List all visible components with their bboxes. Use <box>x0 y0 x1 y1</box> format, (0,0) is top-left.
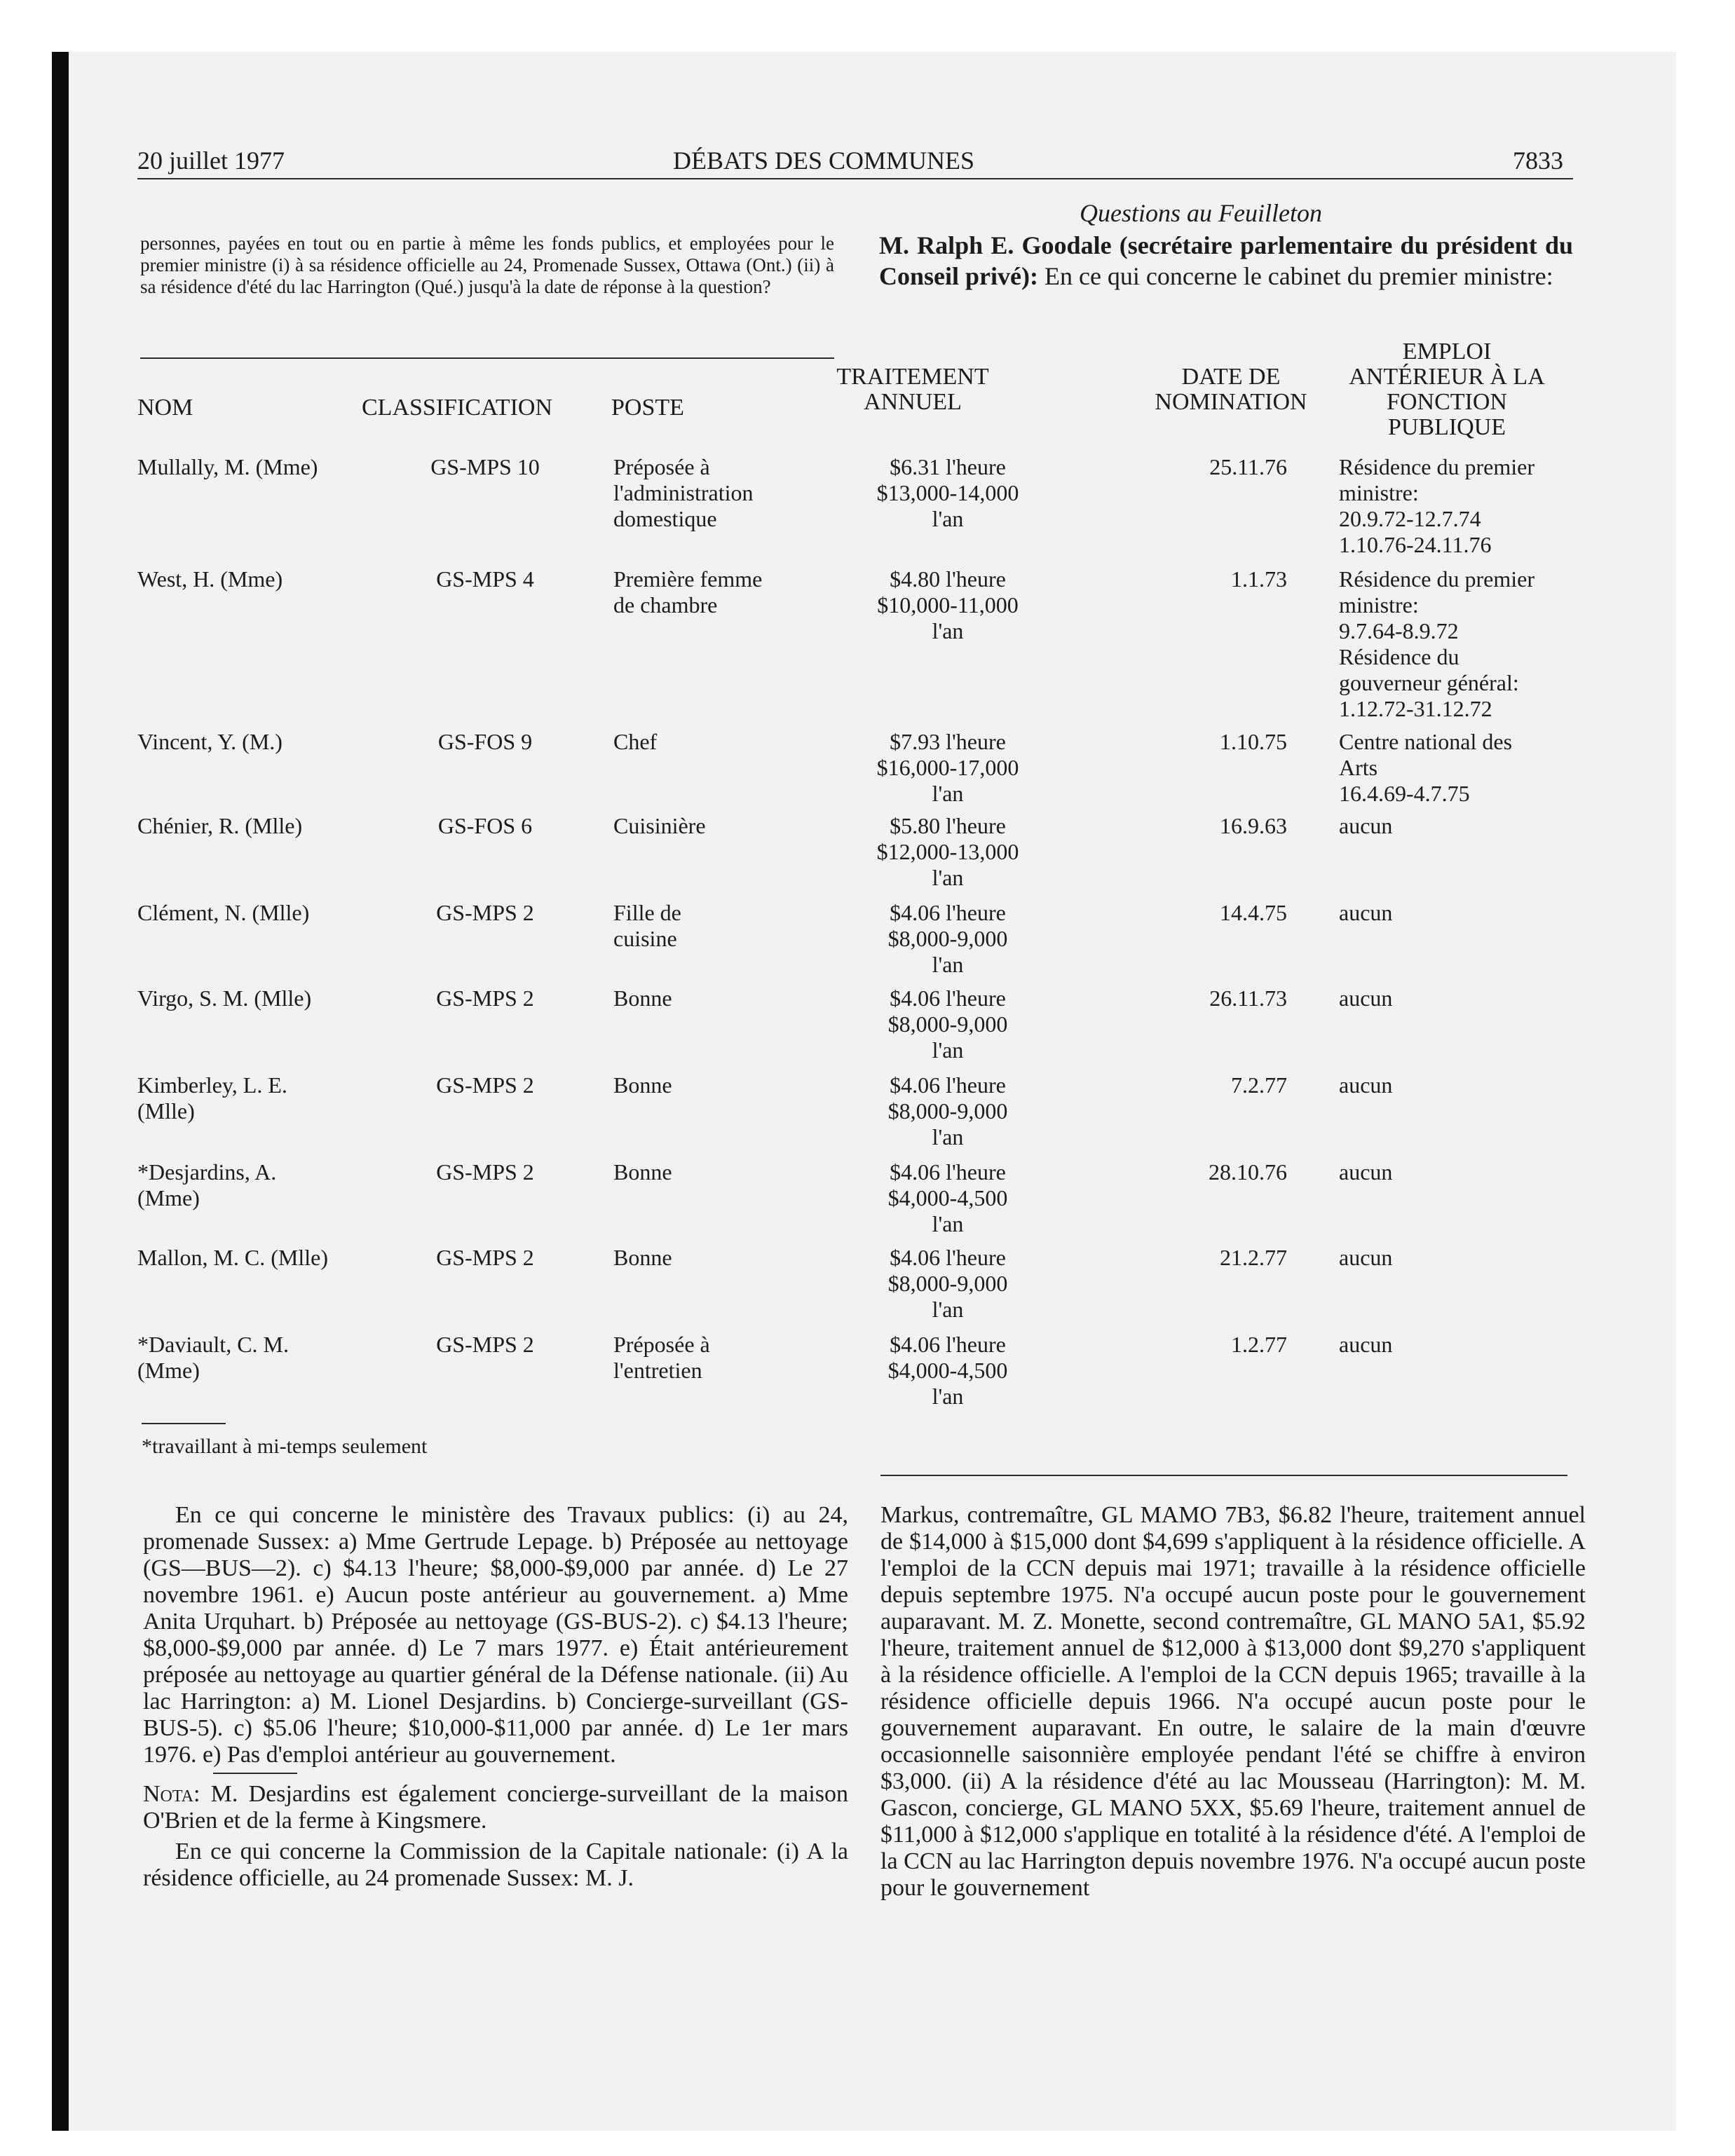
table-row <box>0 1159 1735 1236</box>
row-salary: $4.06 l'heure $4,000-4,500 l'an <box>887 1332 1008 1409</box>
col-header-classification: CLASSIFICATION <box>362 395 553 421</box>
row-position: Chef <box>613 729 658 754</box>
row-position: Bonne <box>613 1245 672 1270</box>
row-appointment-date: 1.2.77 <box>1231 1332 1287 1357</box>
row-appointment-date: 28.10.76 <box>1209 1159 1287 1185</box>
row-name: *Desjardins, A. (Mme) <box>137 1159 277 1210</box>
row-previous-employment: aucun <box>1339 1159 1393 1185</box>
row-position: Fille de cuisine <box>613 900 681 951</box>
row-position: Bonne <box>613 1072 672 1098</box>
table-row <box>0 1245 1735 1322</box>
row-salary: $7.93 l'heure $16,000-17,000 l'an <box>876 729 1019 806</box>
row-position: Bonne <box>613 985 672 1011</box>
col-header-poste: POSTE <box>611 395 684 421</box>
header-rule <box>137 178 1573 179</box>
footnote: *travaillant à mi-temps seulement <box>142 1435 428 1458</box>
row-position: Préposée à l'entretien <box>613 1332 710 1383</box>
row-appointment-date: 16.9.63 <box>1220 813 1287 838</box>
note-paragraph <box>143 1781 848 1834</box>
row-name: West, H. (Mme) <box>137 566 283 592</box>
row-salary: $4.06 l'heure $8,000-9,000 l'an <box>887 900 1008 977</box>
row-appointment-date: 1.1.73 <box>1231 566 1287 592</box>
row-salary: $4.06 l'heure $8,000-9,000 l'an <box>887 1245 1008 1322</box>
col-header-date: DATE DE NOMINATION <box>1155 364 1307 415</box>
row-salary: $4.06 l'heure $8,000-9,000 l'an <box>887 1072 1008 1149</box>
table-top-rule <box>140 357 834 359</box>
public-works-paragraph: En ce qui concerne le ministère des Travaux publics: (i) au 24, promenade Sussex: a) Mme Gertrude Lepage. b) Préposée au nettoyage (GS—BUS—2). c) $4.13 l'heure; $8,000-$9,000 par année. d) Le 27 novembre 1961. e) Aucun poste antérieur au gouvernement. a) Mme Anita Urquhart. b) Préposée au nettoyage (GS-BUS-2). c) $4.13 l'heure; $8,000-$9,000 par année. d) Le 7 mars 1977. e) Était antérieurement préposée au nettoyage au quartier général de la Défense nationale. (ii) Au lac Harrington: a) M. Lionel Desjardins. b) Concierge-surveillant (GS-BUS-5). c) $5.06 l'heure; $10,000-$11,000 par année. d) Le 1er mars 1976. e) Pas d'emploi antérieur au gouvernement. <box>143 1502 848 1768</box>
note-rule <box>213 1773 297 1774</box>
row-previous-employment: Résidence du premier ministre: 9.7.64-8.9.72 Résidence du gouverneur général: 1.12.72-31.12.72 <box>1339 566 1535 721</box>
answer-intro <box>879 230 1573 292</box>
col-header-traitement: TRAITEMENT ANNUEL <box>836 364 989 415</box>
row-classification: GS-MPS 2 <box>436 1159 534 1185</box>
note-label: Nota: <box>143 1781 200 1807</box>
row-previous-employment: aucun <box>1339 1332 1393 1357</box>
footnote-rule <box>142 1423 226 1424</box>
table-row <box>0 454 1735 557</box>
row-name: Kimberley, L. E. (Mlle) <box>137 1072 287 1124</box>
row-name: Virgo, S. M. (Mlle) <box>137 985 312 1011</box>
table-row <box>0 900 1735 977</box>
header-title: DÉBATS DES COMMUNES <box>673 146 975 175</box>
row-previous-employment: aucun <box>1339 1245 1393 1270</box>
table-row <box>0 566 1735 721</box>
row-salary: $4.06 l'heure $4,000-4,500 l'an <box>887 1159 1008 1236</box>
row-salary: $4.06 l'heure $8,000-9,000 l'an <box>887 985 1008 1063</box>
ncc-continued-paragraph: Markus, contremaître, GL MAMO 7B3, $6.82 l'heure, traitement annuel de $14,000 à $15,000 dont $4,699 s'appliquent à la résidence officielle. A l'emploi de la CCN depuis mai 1971; travaille à la résidence officielle depuis septembre 1975. N'a occupé aucun poste pour le gouvernement auparavant. M. Z. Monette, second contremaître, GL MANO 5A1, $5.92 l'heure, traitement annuel de $12,000 à $13,000 dont $9,270 s'appliquent à la résidence officielle. A l'emploi de la CCN depuis 1965; travaille à la résidence officielle depuis 1966. N'a occupé aucun poste pour le gouvernement auparavant. En outre, le salaire de la main d'œuvre occasionnelle saisonnière employée pendant l'été se chiffre à environ $3,000. (ii) A la résidence d'été au lac Mousseau (Harrington): M. M. Gascon, concierge, GL MANO 5XX, $5.69 l'heure, traitement annuel de $11,000 à $12,000 s'applique en totalité à la résidence d'été. A l'emploi de la CCN au lac Harrington depuis novembre 1976. N'a occupé aucun poste pour le gouvernement <box>880 1502 1586 1901</box>
row-appointment-date: 14.4.75 <box>1220 900 1287 925</box>
row-classification: GS-FOS 9 <box>437 729 533 754</box>
row-position: Première femme de chambre <box>613 566 763 618</box>
table-row <box>0 729 1735 806</box>
scan-binding-edge <box>52 52 69 2131</box>
row-appointment-date: 21.2.77 <box>1220 1245 1287 1270</box>
left-column <box>143 1502 848 1892</box>
note-text: M. Desjardins est également concierge-surveillant de la maison O'Brien et de la ferme à Kingsmere. <box>143 1781 849 1834</box>
row-appointment-date: 7.2.77 <box>1231 1072 1287 1098</box>
row-previous-employment: Centre national des Arts 16.4.69-4.7.75 <box>1339 729 1513 806</box>
row-position: Cuisinière <box>613 813 706 838</box>
row-classification: GS-MPS 2 <box>436 1245 534 1270</box>
row-previous-employment: aucun <box>1339 813 1393 838</box>
table-row <box>0 985 1735 1063</box>
question-text: personnes, payées en tout ou en partie à même les fonds publics, et employées pour le premier ministre (i) à sa résidence officielle au 24, Promenade Sussex, Ottawa (Ont.) (ii) à sa résidence d'été du lac Harrington (Qué.) jusqu'à la date de réponse à la question? <box>140 233 834 297</box>
row-name: Chénier, R. (Mlle) <box>137 813 303 838</box>
answer-speaker: M. Ralph E. Goodale (secrétaire parlementaire du président du Conseil privé): <box>879 231 1573 290</box>
ncc-paragraph: En ce qui concerne la Commission de la Capitale nationale: (i) A la résidence officielle, au 24 promenade Sussex: M. J. <box>143 1838 848 1891</box>
row-name: Clément, N. (Mlle) <box>137 900 310 925</box>
row-classification: GS-MPS 2 <box>436 900 534 925</box>
section-title: Questions au Feuilleton <box>1080 199 1322 227</box>
row-classification: GS-MPS 10 <box>430 454 540 479</box>
row-position: Bonne <box>613 1159 672 1185</box>
table-row <box>0 1072 1735 1149</box>
row-name: *Daviault, C. M. (Mme) <box>137 1332 289 1383</box>
row-salary: $5.80 l'heure $12,000-13,000 l'an <box>876 813 1019 890</box>
row-previous-employment: aucun <box>1339 985 1393 1011</box>
header-page-number: 7833 <box>1513 146 1563 175</box>
row-salary: $6.31 l'heure $13,000-14,000 l'an <box>876 454 1019 531</box>
right-column <box>880 1502 1586 1902</box>
row-name: Mullally, M. (Mme) <box>137 454 318 479</box>
header-date: 20 juillet 1977 <box>137 146 285 175</box>
row-previous-employment: aucun <box>1339 900 1393 925</box>
row-appointment-date: 1.10.75 <box>1220 729 1287 754</box>
row-classification: GS-MPS 4 <box>436 566 534 592</box>
row-name: Mallon, M. C. (Mlle) <box>137 1245 328 1270</box>
row-position: Préposée à l'administration domestique <box>613 454 754 531</box>
row-appointment-date: 25.11.76 <box>1209 454 1287 479</box>
answer-text: En ce qui concerne le cabinet du premier ministre: <box>1044 262 1553 290</box>
table-row <box>0 1332 1735 1409</box>
row-classification: GS-MPS 2 <box>436 985 534 1011</box>
row-classification: GS-FOS 6 <box>437 813 533 838</box>
row-appointment-date: 26.11.73 <box>1209 985 1287 1011</box>
row-previous-employment: aucun <box>1339 1072 1393 1098</box>
col-header-nom: NOM <box>137 395 193 421</box>
row-classification: GS-MPS 2 <box>436 1332 534 1357</box>
row-salary: $4.80 l'heure $10,000-11,000 l'an <box>877 566 1019 643</box>
col-header-emploi: EMPLOI ANTÉRIEUR À LA FONCTION PUBLIQUE <box>1349 339 1545 440</box>
row-classification: GS-MPS 2 <box>436 1072 534 1098</box>
table-row <box>0 813 1735 890</box>
row-name: Vincent, Y. (M.) <box>137 729 283 754</box>
row-previous-employment: Résidence du premier ministre: 20.9.72-12.7.74 1.10.76-24.11.76 <box>1339 454 1535 557</box>
right-column-rule <box>880 1475 1567 1476</box>
